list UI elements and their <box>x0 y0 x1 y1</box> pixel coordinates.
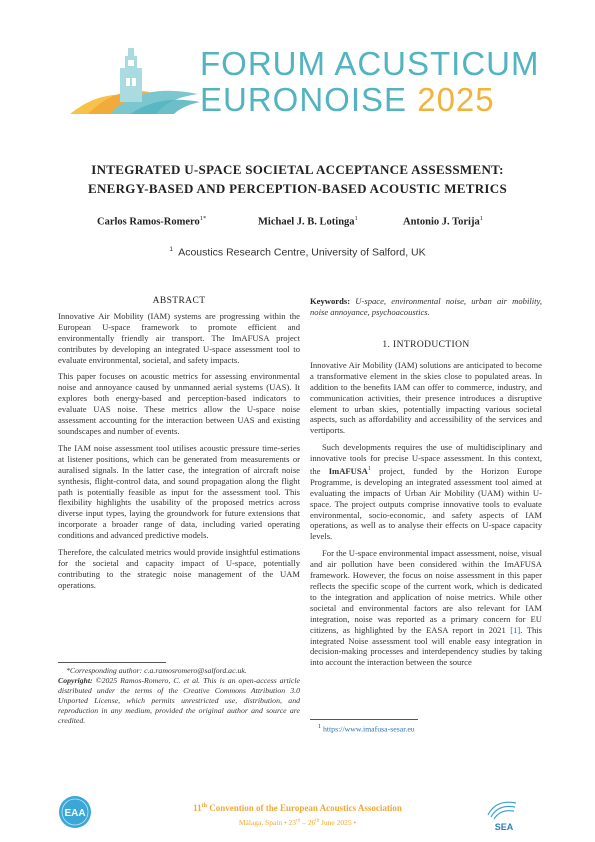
abstract-heading: ABSTRACT <box>152 296 206 306</box>
author-2: Michael J. B. Lotinga$^1$ <box>258 215 358 228</box>
paper-title-line1: INTEGRATED U-SPACE SOCIETAL ACCEPTANCE ASSESSMENT: <box>91 162 504 177</box>
conference-year: 2025 <box>417 81 495 118</box>
eaa-logo-icon <box>58 795 92 829</box>
citation-link[interactable]: [1] <box>510 624 521 635</box>
intro-paragraph: For the U-space environmental impact assessment, noise, visual and air pollution have been considered within the ImAFUSA framework. However, the focus on noise assessment in this paper reflects the specific scope of the current work, which is dedicated to the integration and application of noise metrics. While other societal and environmental factors are also relevant for IAM integration, noise was reported as a primary concern for EU citizens, as highlighted by the EASA report in 2021 [1]. This integrated Noise assessment tool will enable easy integration in decision-making processes and interdependency studies by taking into account the interaction between the source <box>310 548 542 668</box>
svg-text:EAA: EAA <box>64 808 86 819</box>
footnote-divider <box>310 719 418 720</box>
abstract-paragraph: Innovative Air Mobility (IAM) systems are progressing within the European U-space framework to promote efficient and environmentally friendly air transport. The ImAFUSA project contributes by developing an integrated U-space assessment tool to evaluate environmental, societal, and safety impacts. <box>58 310 300 365</box>
footer-dates: Málaga, Spain • 23rd – 26th June 2025 • <box>238 818 357 827</box>
corresponding-email[interactable]: c.a.ramosromero@salford.ac.uk. <box>144 666 247 675</box>
abstract-section <box>58 296 300 597</box>
project-url-link[interactable]: https://www.imafusa-sesar.eu <box>322 724 415 734</box>
introduction-heading: 1. INTRODUCTION <box>382 340 470 350</box>
paper-title-line2: ENERGY-BASED AND PERCEPTION-BASED ACOUSTIC METRICS <box>87 181 508 196</box>
footnote-divider <box>58 662 166 663</box>
abstract-paragraph: This paper focuses on acoustic metrics for assessing environmental noise and annoyance caused by unmanned aerial systems (UAS). It explores both energy-based and perception-based indicators to evaluate UAS noise. These metrics allow the U-space noise assessment accounting for the interaction between UAS and existing soundscapes and number of events. <box>58 371 300 436</box>
footnote-right: $^1$ https://www.imafusa-sesar.eu <box>318 724 415 734</box>
intro-paragraph: Such developments requires the use of multidisciplinary and innovative tools for precise U-space assessment. In this context, the ImAFUSA$^1$ project, funded by the Horizon Europe Programme, is developing an integrated assessment tool aimed at evaluating the impacts of Urban Air Mobility (UAM) within U-space. The project outputs comprise innovative tools to evaluate environmental, socio-economic, and safety aspects of IAM operations, as well as to analyse their effects on U-space capacity levels. <box>310 442 542 542</box>
corresponding-author: *Corresponding author: c.a.ramosromero@salford.ac.uk. <box>66 666 247 675</box>
forum-acusticum-logo-icon <box>70 38 200 120</box>
affiliation: $^1$ Acoustics Research Centre, University of Salford, UK <box>169 246 426 259</box>
intro-paragraph: Innovative Air Mobility (IAM) solutions are anticipated to become a transformative element in the skies close to populated areas. In addition to the benefits IAM can offer to commerce, industry, and communication activities, their presence introduces a disruptive element to urban skies, potentially impacting various societal aspects, such as affordability and accessibility of the services and vertiports. <box>310 359 542 436</box>
footer-convention: 11th Convention of the European Acoustics Association <box>193 803 402 813</box>
conference-name: FORUM ACUSTICUM <box>200 45 540 82</box>
keywords: Keywords: U-space, environmental noise, urban air mobility, noise annoyance, psychoacoustics. <box>310 296 542 317</box>
conference-subname: EURONOISE 2025 <box>200 81 495 118</box>
introduction-section <box>310 340 542 674</box>
copyright-notice: Copyright: ©2025 Ramos-Romero, C. et al. This is an open-access article distributed under the terms of the Creative Commons Attribution 3.0 Unported License, which permits unrestricted use, distribution, and reproduction in any medium, provided the original author and source are credited. <box>58 676 300 725</box>
abstract-paragraph: Therefore, the calculated metrics would provide insightful estimations for the societal and capacity impact of U-space, potentially contributing to the strategic noise management of the UAM operations. <box>58 547 300 590</box>
svg-text:SEA: SEA <box>494 822 514 832</box>
abstract-paragraph: The IAM noise assessment tool utilises acoustic pressure time-series at listener positions, which can be generated from measurements or auralised signals. In the latter case, the integration of aircraft noise synthesis, flight-control data, and sound propagation along the flight path is potentially feasible as input for the assessment tool. This flexibility highlights the usability of the proposed metrics across diverse input types, laying the groundwork for future extensions that incorporate a broader range of data, including varied operating conditions and advanced predictive models. <box>58 442 300 541</box>
sea-logo-icon <box>482 795 522 833</box>
footnote-left <box>58 666 300 726</box>
author-3: Antonio J. Torija$^1$ <box>403 215 483 228</box>
author-1: Carlos Ramos-Romero$^{1*}$ <box>97 215 207 228</box>
